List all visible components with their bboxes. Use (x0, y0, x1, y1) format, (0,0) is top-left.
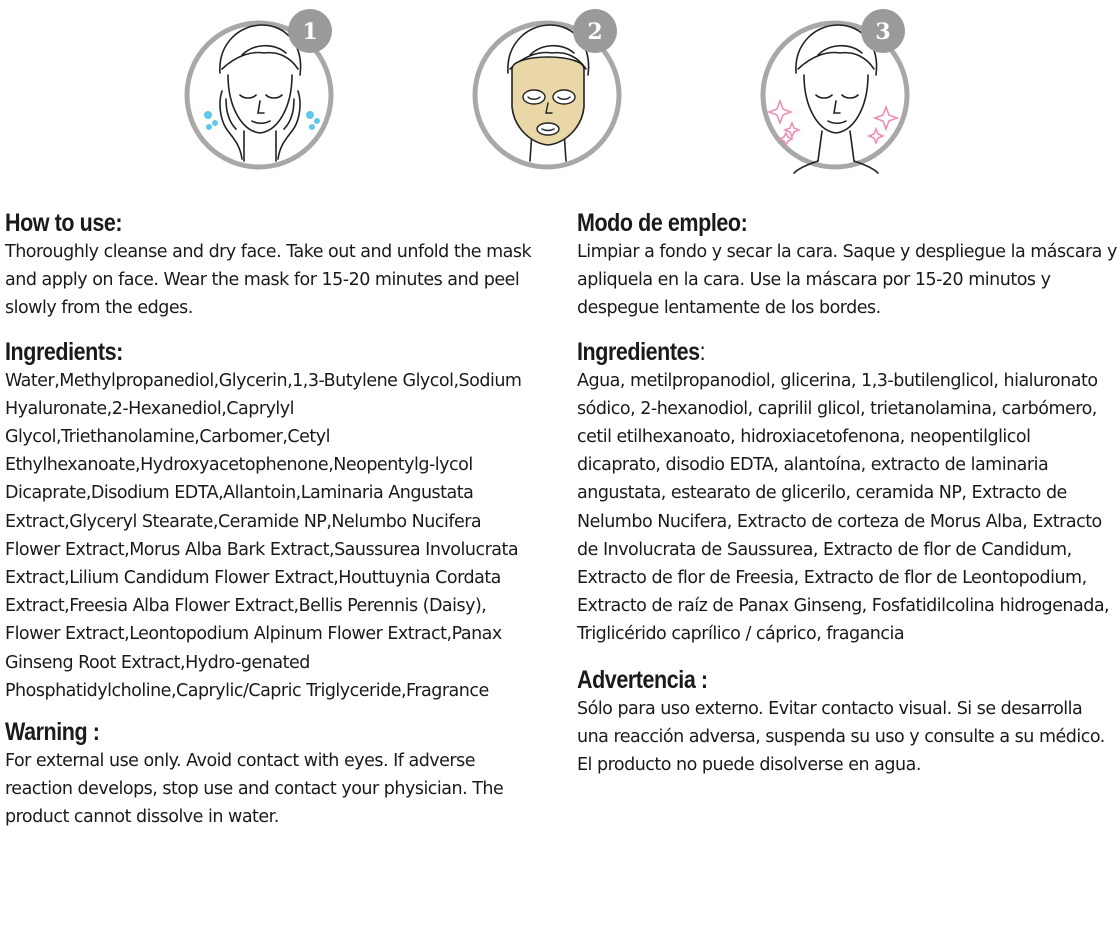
english-column (5, 208, 540, 842)
step-1 (182, 3, 337, 183)
step-2 (470, 3, 625, 183)
ingredientes-section (577, 337, 1117, 649)
ingredients-heading: Ingredients: (5, 337, 123, 366)
step-number-3: 3 (875, 19, 891, 45)
step-number-1: 1 (302, 19, 318, 45)
how-to-use-heading: How to use: (5, 209, 123, 237)
step-number-2: 2 (587, 19, 603, 45)
warning-heading: Warning : (5, 718, 100, 747)
how-to-use-section (5, 208, 540, 323)
ingredientes-heading: Ingredientes (577, 337, 700, 366)
advertencia-heading: Advertencia : (577, 665, 708, 694)
ingredientes-heading-wrap (577, 337, 1041, 367)
modo-de-empleo-section (577, 208, 1117, 323)
advertencia-section (577, 665, 1117, 780)
apply-mask-icon (470, 3, 625, 183)
modo-de-empleo-body: Limpiar a fondo y secar la cara. Saque y despliegue la máscara y apliquela en la cara. Use la máscara por 15-20 minutos y despegue lentamente de los bordes. (577, 242, 1117, 319)
cleanse-face-icon (182, 3, 337, 183)
advertencia-body: Sólo para uso externo. Evitar contacto visual. Si se desarrolla una reacción adversa, suspenda su uso y consulte a su médico. El producto no puede disolverse en agua. (577, 698, 1105, 776)
glowing-face-icon (758, 3, 913, 183)
how-to-use-body: Thoroughly cleanse and dry face. Take out and unfold the mask and apply on face. Wear the mask for 15-20 minutes and peel slowly from the edges. (5, 242, 532, 319)
ingredientes-heading-colon: : (699, 337, 706, 366)
spanish-column (577, 208, 1117, 789)
ingredients-section (5, 337, 540, 705)
ingredientes-body: Agua, metilpropanodiol, glicerina, 1,3-butilenglicol, hialuronato sódico, 2-hexanodiol, caprilil glicol, trietanolamina, carbómero, cetil etilhexanoato, hidroxiacetofenona, neopentilglicol dicaprato, disodio EDTA, alantoína, extracto de laminaria angustata, estearato de glicerilo, ceramida NP, Extracto de Nelumbo Nucifera, Extracto de corteza de Morus Alba, Extracto de Involucrata de Saussurea, Extracto de flor de Candidum, Extracto de flor de Freesia, Extracto de flor de Leontopodium, Extracto de raíz de Panax Ginseng, Fosfatidilcolina hidrogenada, Triglicérido caprílico / cáprico, fragancia (577, 370, 1110, 645)
modo-de-empleo-heading: Modo de empleo: (577, 209, 748, 237)
ingredients-body: Water,Methylpropanediol,Glycerin,1,3-Butylene Glycol,Sodium Hyaluronate,2-Hexanediol,Caprylyl Glycol,Triethanolamine,Carbomer,Cetyl Ethylhexanoate,Hydroxyacetophenone,Neopentylg-lycol Dicaprate,Disodium EDTA,Allantoin,Laminaria Angustata Extract,Glyceryl Stearate,Ceramide NP,Nelumbo Nucifera Flower Extract,Morus Alba Bark Extract,Saussurea Involucrata Extract,Lilium Candidum Flower Extract,Houttuynia Cordata Extract,Freesia Alba Flower Extract,Bellis Perennis (Daisy), Flower Extract,Leontopodium Alpinum Flower Extract,Panax Ginseng Root Extract,Hydro-genated Phosphatidylcholine,Caprylic/Capric Triglyceride,Fragrance (5, 370, 522, 701)
step-3 (758, 3, 913, 183)
usage-steps (0, 0, 1120, 190)
warning-section (5, 717, 540, 832)
warning-body: For external use only. Avoid contact with eyes. If adverse reaction develops, stop use and contact your physician. The product cannot dissolve in water. (5, 751, 504, 828)
